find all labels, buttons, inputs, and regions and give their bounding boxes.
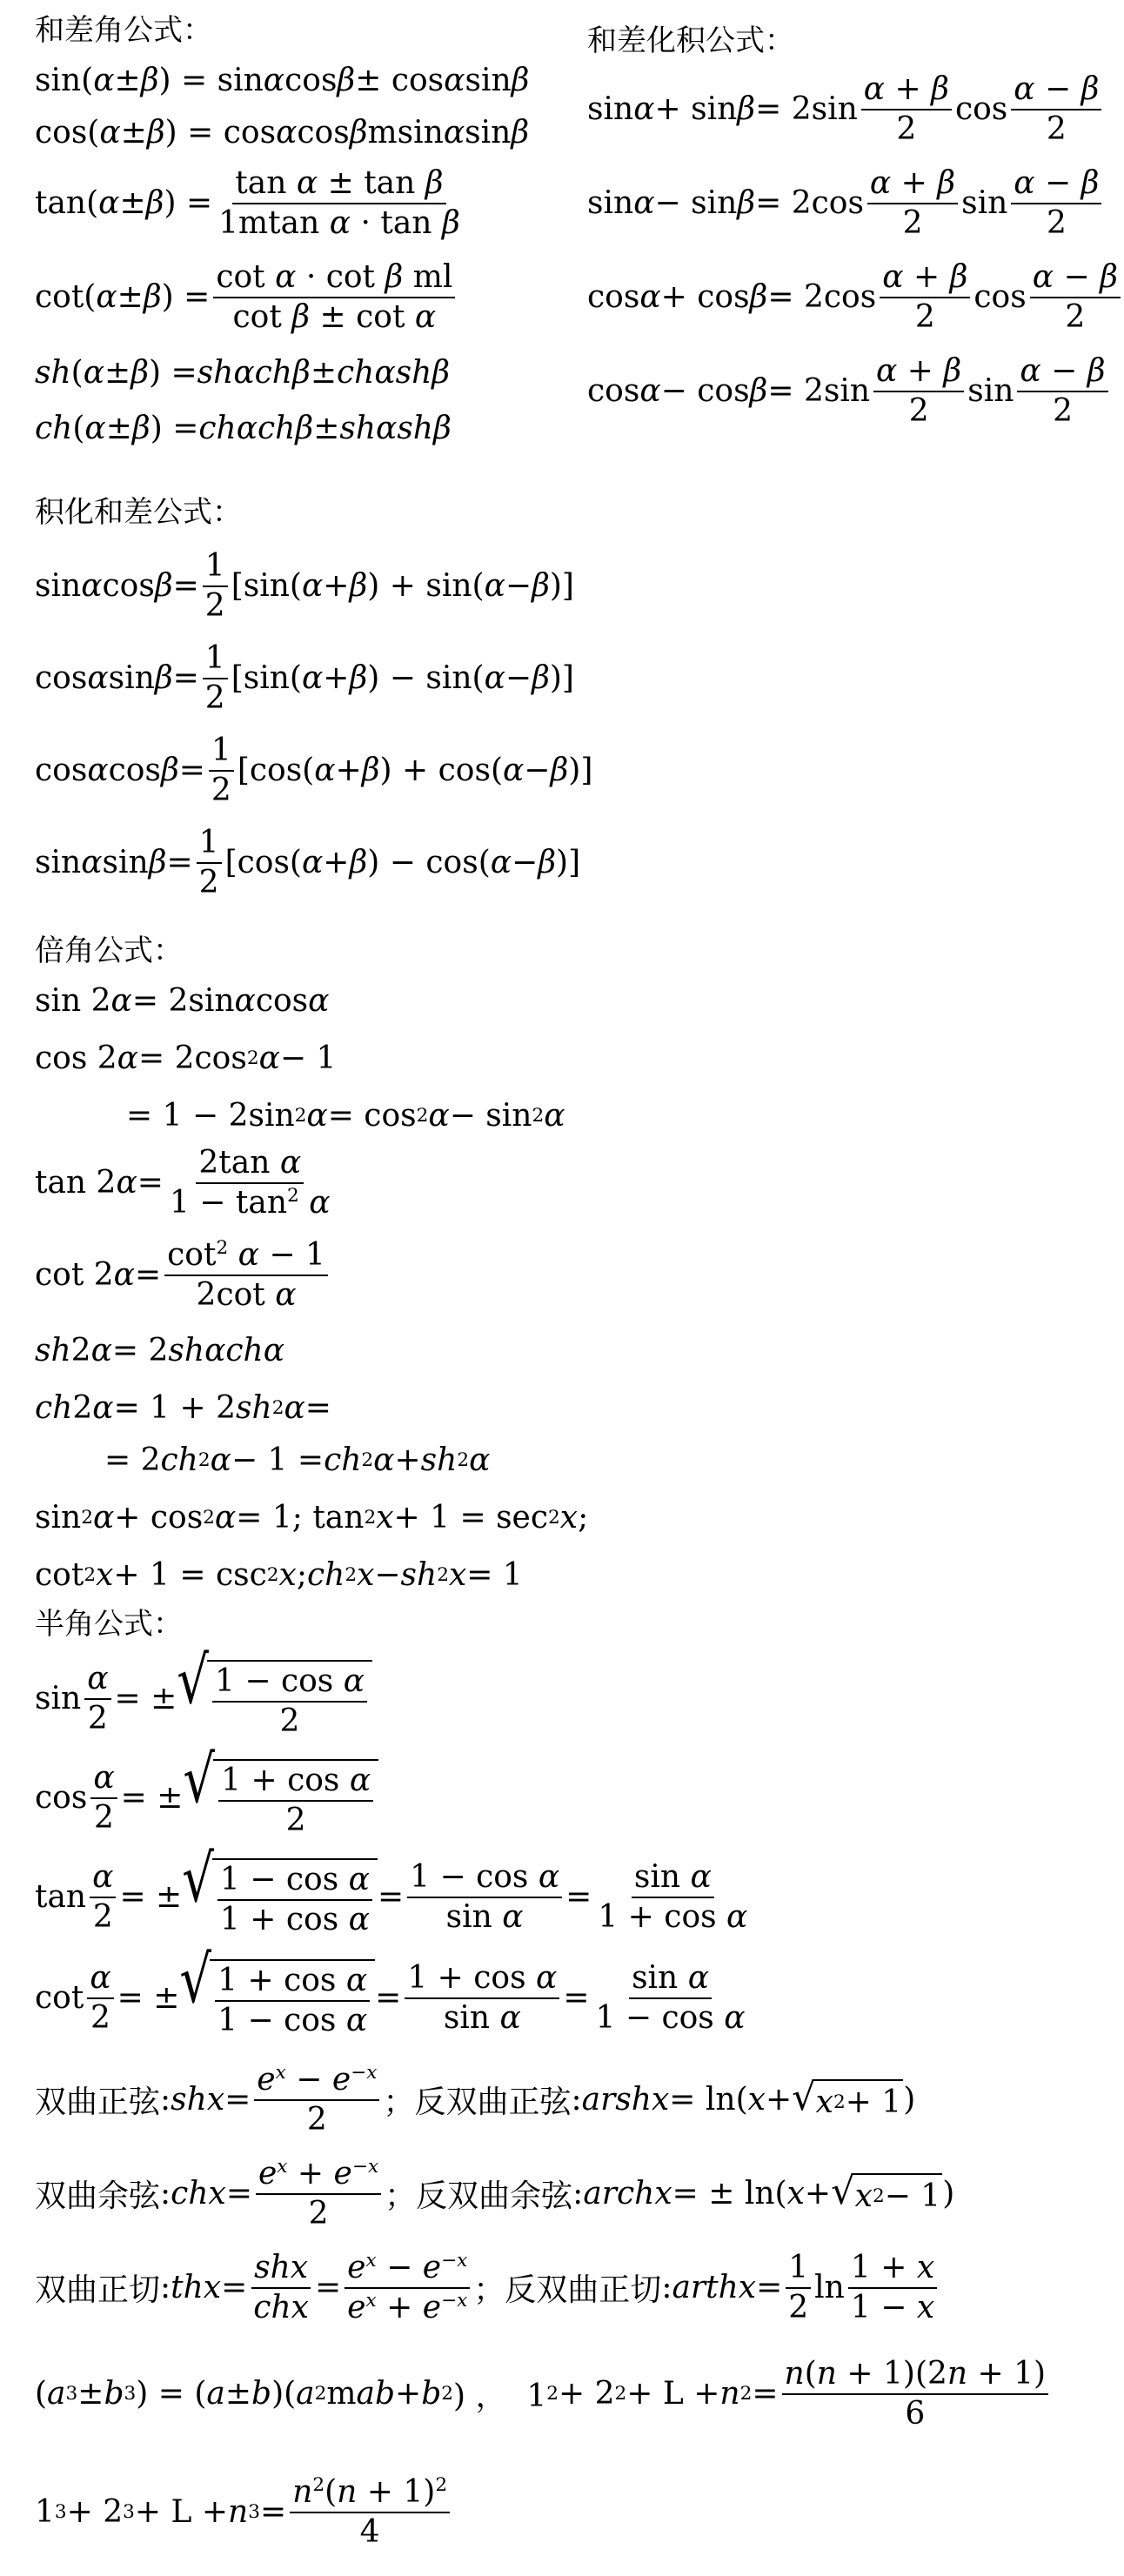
formula-cos-half: cos $\frac{\alpha}{2}$ = ± √ $\frac{\text{1 + cos α}}{2}$ [35,1759,378,1837]
formula-cos-minus-cos: cos α − cos β = 2sin $\frac{\alpha + \beta}{2}$ sin $\frac{\alpha - \beta}{2}$ [587,355,1112,428]
section-title-half-angle: 半角公式： [35,1607,183,1642]
formula-cos-sum: cos( α ± β ) = cos α cos β msin α sin β [35,115,530,151]
label-sinh: 双曲正弦 [35,2084,161,2121]
formula-sh-sum: sh ( α ± β ) = shαchβ ± chαshβ [35,355,451,391]
formula-cos-2a: cos 2 α = 2cos 2 α − 1 [35,1040,337,1076]
label-artanh: 反双曲正切 [505,2272,662,2309]
formula-cube-sum-and-square-series: ( a 3 ± b 3 ) = ( a ± b )( a 2 m ab + b 2 ) ， 1 2 + 2 2 + L + n 2 = $\frac{n(n + 1)(2n + 1)}{6}$ [35,2358,1052,2431]
label-arsinh: 反双曲正弦 [414,2084,572,2121]
formula-sh-2a: sh 2 α = 2 shαchα [35,1333,285,1368]
formula-tan-2a: tan 2 α = $\frac{\text{2tan α}}{1 - \tan^2 \alpha}$ [35,1145,331,1221]
formula-cube-series: 1 3 + 2 3 + L + n 3 = $\frac{n^2(n + 1)^2}{4}$ [35,2476,453,2549]
section-title-sum-diff-angle: 和差角公式： [35,13,212,48]
formula-sin-minus-sin: sin α − sin β = 2cos $\frac{\alpha + \beta}{2}$ sin $\frac{\alpha - \beta}{2}$ [587,167,1105,240]
formula-sinh-arsinh: 双曲正弦 : shx = $\frac{e^x - e^{-x}}{2}$ ； 反双曲正弦 : arshx = ln( x + √ x 2 + 1 ) [35,2062,916,2138]
label-cosh: 双曲余弦 [35,2178,161,2215]
formula-pythagorean-identities: sin 2 α + cos 2 α = 1; tan 2 x + 1 = sec 2 x ; [35,1500,589,1536]
section-title-product-to-sum: 积化和差公式： [35,495,242,530]
formula-cos-2a-alt: = 1 − 2sin 2 α = cos 2 α − sin 2 α [126,1098,565,1134]
formula-tan-half: tan $\frac{\alpha}{2}$ = ± √ $\frac{\text{1 − cos α}}{\text{1 + cos α}}$ = $\frac{\text{1 − cos α}}{\text{sin α}}$ = $\frac{\text{sin α}}{\text{1 + cos α}}$ [35,1841,748,1937]
formula-cos-sin-product: cos α sin β = $\frac{1}{2}$ [sin( α + β ) − sin( α − β )] [35,640,574,716]
formula-cot-sum: cot( α ± β ) = $\frac{\text{cot α · cot β ml}}{\text{cot β ± cot α}}$ [35,261,458,334]
label-tanh: 双曲正切 [35,2272,161,2309]
formula-ch-2a: ch 2 α = 1 + 2 sh 2 α = [35,1390,331,1426]
formula-tan-sum: tan( α ± β ) = $\frac{\text{tan α ± tan β}}{\text{1mtan α · tan β}}$ [35,165,460,241]
formula-sin-2a: sin 2 α = 2sin α cos α [35,983,330,1019]
formula-sin-plus-sin: sin α + sin β = 2sin $\frac{\alpha + \beta}{2}$ cos $\frac{\alpha - \beta}{2}$ [587,73,1105,146]
formula-sin-half: sin $\frac{\alpha}{2}$ = ± √ $\frac{\text{1 − cos α}}{2}$ [35,1660,372,1738]
formula-cot-2a: cot 2 α = $\frac{\cot^2 \alpha - 1}{\text{2cot α}}$ [35,1239,331,1312]
formula-sin-sin-product: sin α sin β = $\frac{1}{2}$ [cos( α + β ) − cos( α − β )] [35,825,581,900]
section-title-sum-to-product: 和差化积公式： [587,23,794,58]
section-title-double-angle: 倍角公式： [35,933,183,968]
formula-sin-sum: sin( α ± β ) = sin α cos β ± cos α sin β [35,63,530,98]
label-arcosh: 反双曲余弦 [416,2178,573,2215]
formula-cos-plus-cos: cos α + cos β = 2cos $\frac{\alpha + \beta}{2}$ cos $\frac{\alpha - \beta}{2}$ [587,261,1124,334]
formula-cot-csc-ch-sh-identities: cot 2 x + 1 = csc 2 x ; ch 2 x − sh 2 x = 1 [35,1557,523,1593]
formula-ch-2a-alt: = 2 ch 2 α − 1 = ch 2 α + sh 2 α [104,1442,491,1478]
formula-tanh-artanh: 双曲正切 : thx = $\frac{\text{shx}}{\text{chx}}$ = $\frac{e^x - e^{-x}}{e^x + e^{-x}}$ ； 反双曲正切 : arthx = $\frac{1}{2}$ ln $\frac{1 + x}{1 - x}$ [35,2251,940,2325]
formula-cosh-arcosh: 双曲余弦 : chx = $\frac{e^x + e^{-x}}{2}$ ； 反双曲余弦 : archx = ± ln( x + √ x 2 − 1 ) [35,2156,955,2231]
formula-cot-half: cot $\frac{\alpha}{2}$ = ± √ $\frac{\text{1 + cos α}}{\text{1 − cos α}}$ = $\frac{\text{1 + cos α}}{\text{sin α}}$ = $\frac{\text{sin α}}{\text{1 − cos α}}$ [35,1942,746,2038]
formula-cos-cos-product: cos α cos β = $\frac{1}{2}$ [cos( α + β ) + cos( α − β )] [35,733,593,808]
formula-sin-cos-product: sin α cos β = $\frac{1}{2}$ [sin( α + β ) + sin( α − β )] [35,548,574,624]
formula-ch-sum: ch ( α ± β ) = chαchβ ± shαshβ [35,411,452,446]
